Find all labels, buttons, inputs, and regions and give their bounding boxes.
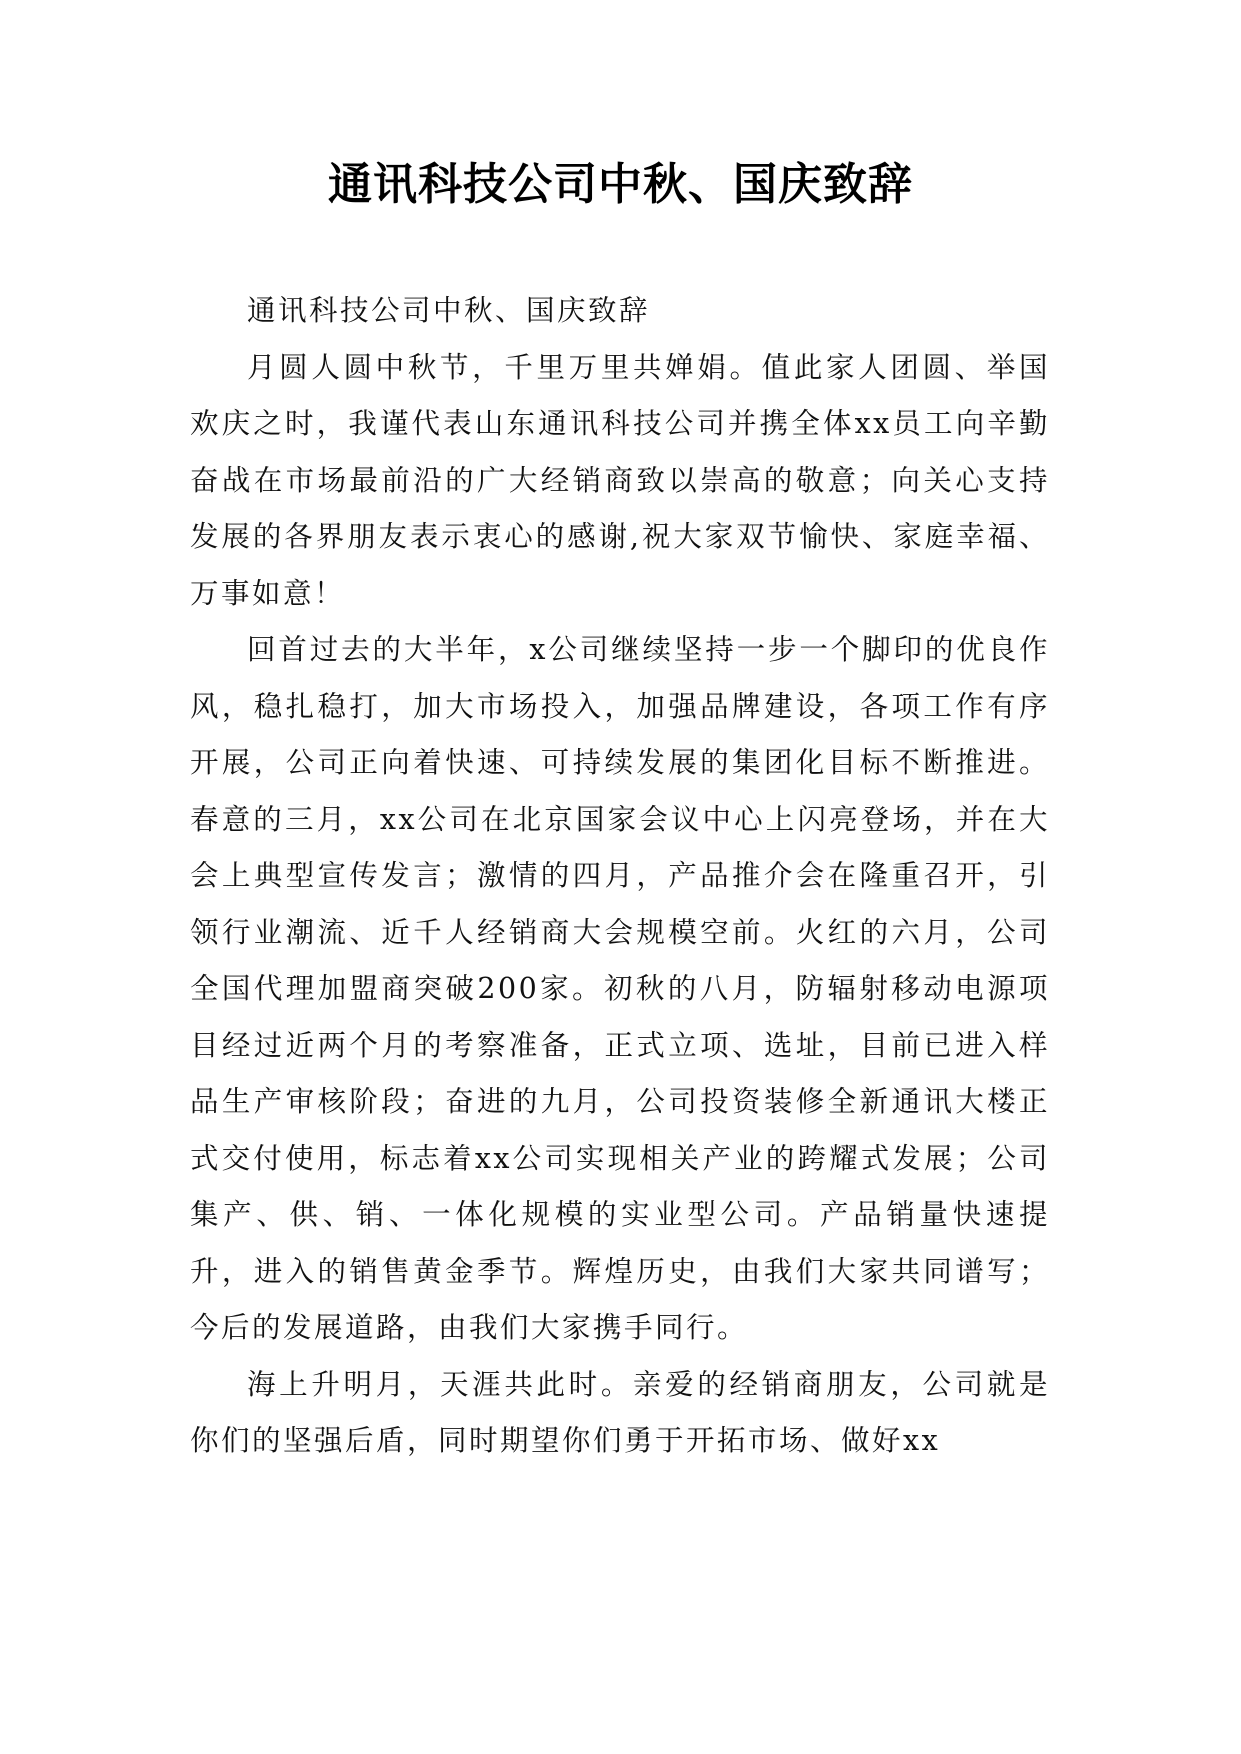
paragraph-heading-repeat: 通讯科技公司中秋、国庆致辞 — [247, 294, 651, 327]
paragraph-greeting: 月圆人圆中秋节，千里万里共婵娟。值此家人团圆、举国欢庆之时，我谨代表山东通讯科技公司并携全体xx员工向辛勤奋战在市场最前沿的广大经销商致以崇高的敬意；向关心支持发展的各界朋友表示衷心的感谢,祝大家双节愉快、家庭幸福、万事如意！ — [190, 350, 1050, 610]
paragraph-review: 回首过去的大半年，x公司继续坚持一步一个脚印的优良作风，稳扎稳打，加大市场投入，加强品牌建设，各项工作有序开展，公司正向着快速、可持续发展的集团化目标不断推进。春意的三月，xx公司在北京国家会议中心上闪亮登场，并在大会上典型宣传发言；激情的四月，产品推介会在隆重召开，引领行业潮流、近千人经销商大会规模空前。火红的六月，公司全国代理加盟商突破200家。初秋的八月，防辐射移动电源项目经过近两个月的考察准备，正式立项、选址，目前已进入样品生产审核阶段；奋进的九月，公司投资装修全新通讯大楼正式交付使用，标志着xx公司实现相关产业的跨耀式发展；公司集产、供、销、一体化规模的实业型公司。产品销量快速提升，进入的销售黄金季节。辉煌历史，由我们大家共同谱写；今后的发展道路，由我们大家携手同行。 — [190, 633, 1050, 1344]
document-title: 通讯科技公司中秋、国庆致辞 — [328, 159, 913, 210]
paragraph-closing: 海上升明月，天涯共此时。亲爱的经销商朋友，公司就是你们的坚强后盾，同时期望你们勇于开拓市场、做好xx — [190, 1367, 1050, 1457]
document-body — [190, 283, 1050, 1470]
